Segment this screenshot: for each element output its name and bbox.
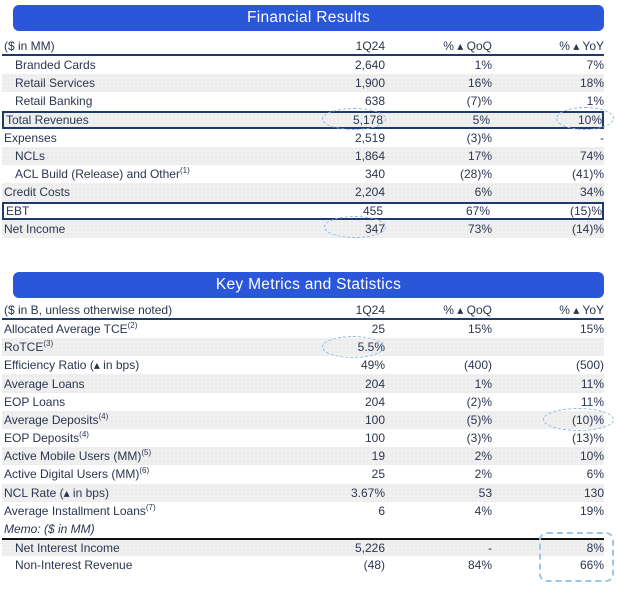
- section-title: Financial Results: [246, 9, 371, 26]
- cell-yoy: 66%: [579, 558, 604, 573]
- table-row-average-installment-loans: [2, 502, 604, 520]
- row-label: Net Interest Income: [15, 541, 120, 556]
- cell-1q24: 5.5%: [357, 340, 385, 355]
- table-row-branded-cards: [2, 56, 604, 74]
- cell-1q24: 5,178: [352, 112, 383, 127]
- table-row-rotce: [2, 338, 604, 356]
- cell-1q24: 49%: [360, 358, 385, 373]
- table-row-ebt: [2, 202, 604, 220]
- cell-yoy: 1%: [586, 94, 604, 109]
- row-label: Active Digital Users (MM)$^{(6)}$: [4, 466, 150, 482]
- cell-qoq: 15%: [467, 321, 492, 336]
- table-row-ncls: [2, 147, 604, 165]
- table-row-net-income: [2, 220, 604, 238]
- cell-1q24: 25: [371, 467, 385, 482]
- row-label: Retail Banking: [15, 94, 93, 109]
- cell-yoy: 6%: [586, 467, 604, 482]
- row-label: EBT: [6, 203, 30, 218]
- column-header-qoq: % ▴ QoQ: [443, 39, 492, 53]
- cell-1q24: (48): [363, 558, 385, 573]
- cell-qoq: 5%: [472, 112, 490, 127]
- row-label: Average Loans: [4, 376, 85, 391]
- row-label: Active Mobile Users (MM)$^{(5)}$: [4, 448, 152, 464]
- row-label: Retail Services: [15, 76, 96, 91]
- cell-1q24: 455: [362, 203, 383, 218]
- cell-yoy: 10%: [579, 449, 604, 464]
- cell-1q24: 19: [371, 449, 385, 464]
- row-label: NCLs: [15, 149, 46, 164]
- row-label: RoTCE$^{(3)}$: [4, 339, 54, 355]
- row-label: Net Income: [4, 221, 66, 236]
- row-label: Total Revenues: [6, 112, 89, 127]
- cell-qoq: (3)%: [466, 431, 492, 446]
- cell-yoy: 15%: [579, 321, 604, 336]
- table-row-average-deposits: [2, 411, 604, 429]
- cell-1q24: 1,900: [354, 76, 385, 91]
- cell-1q24: 100: [364, 412, 385, 427]
- financial-results-section: [0, 5, 617, 238]
- cell-1q24: 340: [364, 167, 385, 182]
- cell-1q24: 2,640: [354, 58, 385, 73]
- table-row-total-revenues: [2, 111, 604, 129]
- section-title: Key Metrics and Statistics: [215, 275, 402, 293]
- table-row-memo: [2, 520, 604, 538]
- unit-label: ($ in MM): [4, 39, 55, 53]
- row-label: Credit Costs: [4, 185, 71, 200]
- cell-1q24: 3.67%: [350, 485, 385, 500]
- column-header-yoy: % ▴ YoY: [559, 302, 604, 317]
- table-row-allocated-average-tce: [2, 320, 604, 338]
- cell-qoq: 84%: [467, 558, 492, 573]
- column-header-1q24: 1Q24: [355, 302, 385, 317]
- column-header-1q24: 1Q24: [355, 39, 385, 53]
- cell-yoy: 130: [583, 485, 604, 500]
- table-row-active-mobile-users: [2, 447, 604, 465]
- cell-yoy: (13)%: [571, 431, 604, 446]
- key-metrics-table: [2, 301, 604, 575]
- table-row-net-interest-income: [2, 538, 604, 556]
- row-label: NCL Rate (▴ in bps): [4, 485, 109, 500]
- table-row-retail-banking: [2, 92, 604, 110]
- cell-yoy: -: [600, 130, 604, 145]
- cell-qoq: 2%: [474, 467, 492, 482]
- row-label: Average Deposits$^{(4)}$: [4, 411, 109, 427]
- cell-1q24: 638: [364, 94, 385, 109]
- cell-yoy: 18%: [579, 76, 604, 91]
- row-label: Branded Cards: [15, 58, 96, 73]
- row-label: Efficiency Ratio (▴ in bps): [4, 358, 140, 373]
- column-header-row: [2, 301, 604, 320]
- table-row-non-interest-revenue: [2, 556, 604, 574]
- table-row-active-digital-users: [2, 465, 604, 483]
- cell-qoq: (5)%: [466, 412, 492, 427]
- cell-yoy: (14)%: [571, 221, 604, 236]
- table-row-eop-deposits: [2, 429, 604, 447]
- table-row-average-loans: [2, 374, 604, 392]
- cell-yoy: 74%: [579, 149, 604, 164]
- table-row-expenses: [2, 129, 604, 147]
- row-label: ACL Build (Release) and Other$^{(1)}$: [15, 166, 190, 182]
- cell-1q24: 347: [364, 221, 385, 236]
- cell-qoq: 17%: [467, 149, 492, 164]
- row-label: Average Installment Loans$^{(7)}$: [4, 502, 156, 518]
- cell-1q24: 204: [364, 394, 385, 409]
- cell-yoy: 11%: [580, 376, 604, 391]
- row-label: EOP Loans: [4, 394, 66, 409]
- cell-qoq: 2%: [474, 449, 492, 464]
- cell-qoq: -: [488, 541, 492, 556]
- cell-yoy: 7%: [586, 58, 604, 73]
- row-label: EOP Deposits$^{(4)}$: [4, 430, 89, 446]
- cell-qoq: 67%: [465, 203, 490, 218]
- cell-qoq: 1%: [474, 58, 492, 73]
- cell-qoq: 73%: [467, 221, 492, 236]
- key-metrics-title-bar: [13, 272, 604, 298]
- cell-1q24: 2,519: [354, 130, 385, 145]
- key-metrics-section: [0, 272, 617, 575]
- cell-1q24: 100: [364, 431, 385, 446]
- cell-qoq: 53: [478, 485, 492, 500]
- cell-1q24: 5,226: [354, 541, 385, 556]
- financial-results-title-bar: [13, 5, 604, 31]
- row-label: Memo: ($ in MM): [4, 522, 95, 537]
- cell-qoq: (28)%: [459, 167, 492, 182]
- cell-yoy: 11%: [580, 394, 604, 409]
- cell-yoy: 8%: [586, 541, 604, 556]
- column-header-yoy: % ▴ YoY: [559, 39, 604, 53]
- cell-qoq: (400): [463, 358, 492, 373]
- row-label: Allocated Average TCE$^{(2)}$: [4, 320, 138, 336]
- cell-yoy: (15)%: [569, 203, 602, 218]
- cell-qoq: 6%: [474, 185, 492, 200]
- cell-qoq: 4%: [474, 503, 492, 518]
- cell-qoq: (7)%: [466, 94, 492, 109]
- cell-1q24: 204: [364, 376, 385, 391]
- unit-label: ($ in B, unless otherwise noted): [4, 302, 173, 317]
- cell-yoy: 34%: [579, 185, 604, 200]
- cell-yoy: (41)%: [571, 167, 604, 182]
- cell-qoq: 16%: [467, 76, 492, 91]
- cell-qoq: 1%: [474, 376, 492, 391]
- cell-qoq: (2)%: [466, 394, 492, 409]
- table-row-retail-services: [2, 74, 604, 92]
- cell-yoy: (500): [575, 358, 604, 373]
- table-row-ncl-rate: [2, 484, 604, 502]
- row-label: Non-Interest Revenue: [15, 558, 133, 573]
- row-label: Expenses: [4, 130, 57, 145]
- cell-qoq: (3)%: [466, 130, 492, 145]
- table-row-efficiency-ratio: [2, 356, 604, 374]
- column-header-qoq: % ▴ QoQ: [443, 302, 492, 317]
- cell-1q24: 1,864: [354, 149, 385, 164]
- table-row-eop-loans: [2, 393, 604, 411]
- cell-yoy: 19%: [579, 503, 604, 518]
- cell-1q24: 6: [378, 503, 385, 518]
- cell-1q24: 2,204: [354, 185, 385, 200]
- cell-1q24: 25: [371, 321, 385, 336]
- table-row-credit-costs: [2, 183, 604, 201]
- column-header-row: [2, 37, 604, 56]
- financial-results-table: [2, 37, 604, 238]
- cell-yoy: 10%: [577, 112, 602, 127]
- table-row-acl-build: [2, 165, 604, 183]
- cell-yoy: (10)%: [571, 412, 604, 427]
